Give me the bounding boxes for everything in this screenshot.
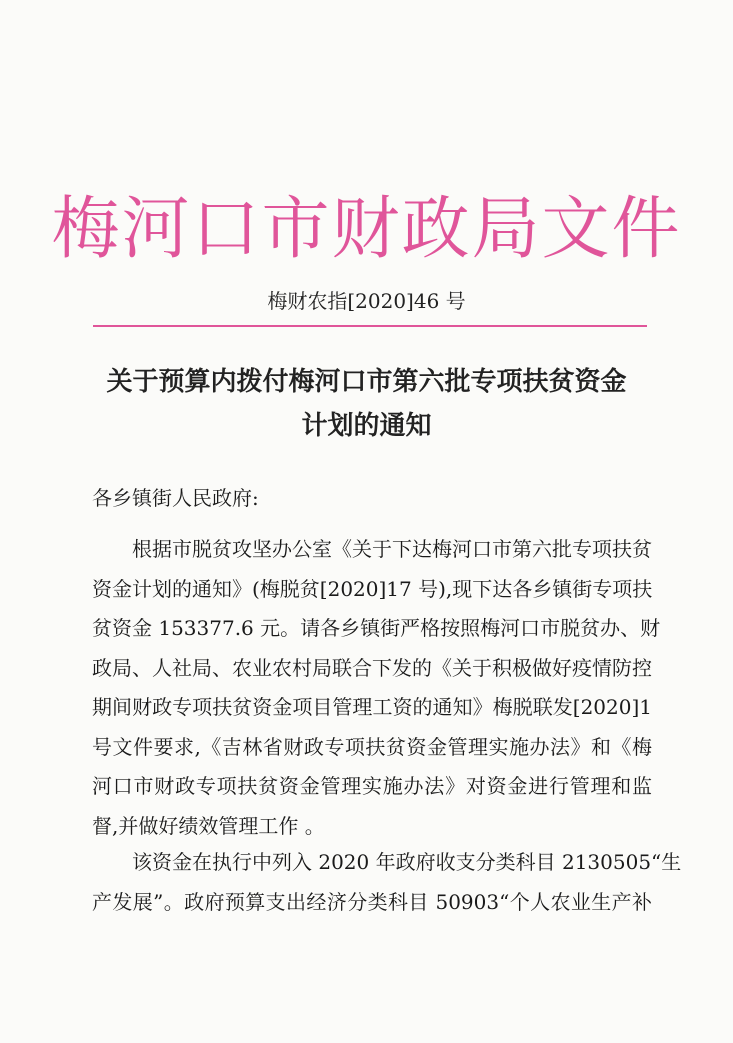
paragraph-line: 该资金在执行中列入 2020 年政府收支分类科目 2130505“生: [132, 850, 682, 874]
paragraph-line: 贫资金 153377.6 元。请各乡镇街严格按照梅河口市脱贫办、财: [92, 616, 661, 640]
document-title: [80, 360, 653, 448]
paragraph-1: [92, 530, 661, 846]
paragraph-line: 河口市财政专项扶贫资金管理实施办法》对资金进行管理和监: [92, 774, 652, 798]
paragraph-line: 政局、人社局、农业农村局联合下发的《关于积极做好疫情防控: [92, 655, 652, 680]
paragraph-2: [92, 843, 682, 922]
title-line-2: 计划的通知: [301, 411, 432, 441]
paragraph-line: 号文件要求,《吉林省财政专项扶贫资金管理实施办法》和《梅: [92, 734, 652, 759]
document-number: 梅财农指[2020]46 号: [267, 289, 466, 313]
header-divider: [93, 325, 647, 327]
issuer-title: 梅河口市财政局文件: [51, 190, 682, 269]
title-line-1: 关于预算内拨付梅河口市第六批专项扶贫资金: [106, 367, 627, 397]
paragraph-line: 产发展”。政府预算支出经济分类科目 50903“个人农业生产补: [92, 889, 652, 914]
paragraph-line: 督,并做好绩效管理工作 。: [92, 813, 325, 838]
salutation: 各乡镇街人民政府:: [92, 486, 259, 510]
paragraph-line: 期间财政专项扶贫资金项目管理工资的通知》梅脱联发[2020]1: [92, 695, 652, 719]
paragraph-line: 资金计划的通知》(梅脱贫[2020]17 号),现下达各乡镇街专项扶: [92, 576, 653, 601]
paragraph-line: 根据市脱贫攻坚办公室《关于下达梅河口市第六批专项扶贫: [132, 537, 652, 561]
